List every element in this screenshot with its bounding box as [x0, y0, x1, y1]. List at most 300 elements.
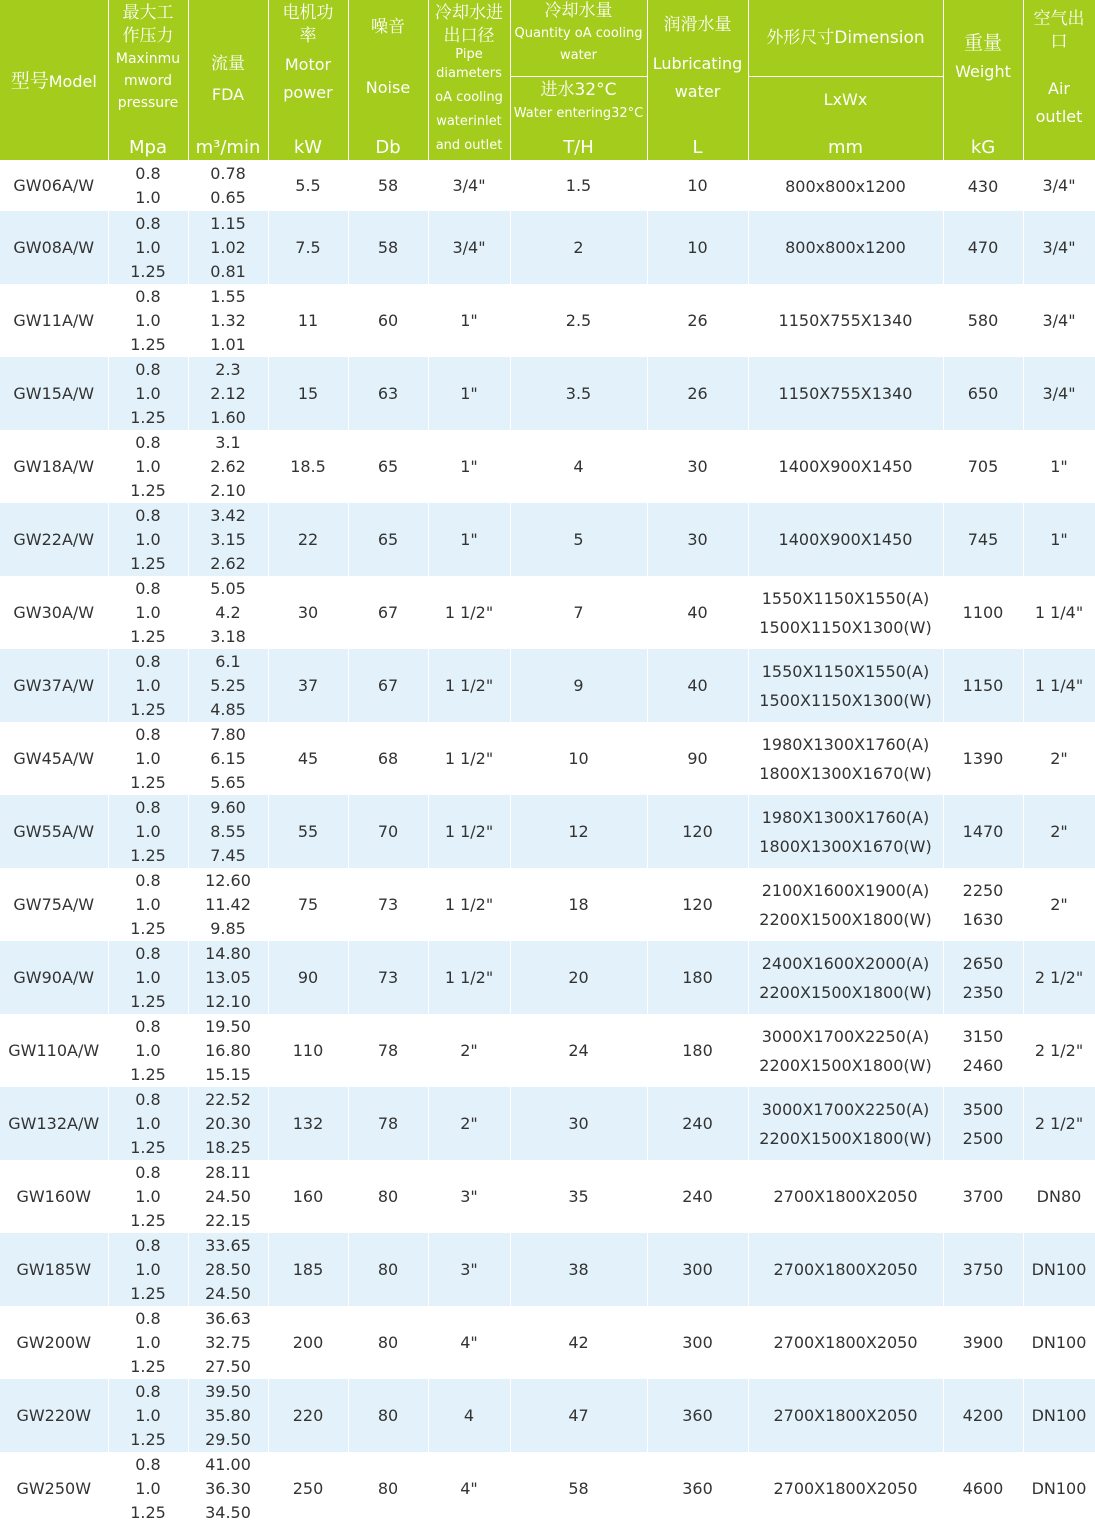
- header-power: 电机功 率 Motor power kW: [268, 0, 348, 161]
- cell-weight-value: 470: [967, 238, 999, 257]
- cell-dimension-value: 2200X1500X1800(W): [759, 1055, 932, 1075]
- cell-weight-value: 745: [967, 530, 999, 549]
- cell-flow-value: 0.78: [210, 164, 246, 183]
- cell-pressure: [108, 357, 188, 430]
- cell-lube: 26: [647, 357, 748, 430]
- cell-flow-value: 9.85: [210, 918, 246, 938]
- cell-cooling: 18: [510, 868, 647, 941]
- cell-pressure-value: 0.8: [135, 1454, 161, 1474]
- cell-flow-stack: [189, 285, 268, 357]
- cell-flow-stack: [189, 212, 268, 284]
- cell-pressure: [108, 161, 188, 212]
- table-row: [0, 649, 1095, 722]
- cell-pressure-stack: [109, 1380, 188, 1452]
- cell-flow: [188, 1452, 268, 1525]
- cell-air-outlet: 1 1/4": [1023, 576, 1095, 649]
- cell-lube: 240: [647, 1160, 748, 1233]
- cell-flow-stack: [189, 1161, 268, 1233]
- cell-pressure-value: 1.0: [135, 1478, 161, 1498]
- cell-pipe: 1 1/2": [428, 722, 510, 795]
- cell-flow-value: 41.00: [205, 1454, 251, 1474]
- cell-weight: [943, 430, 1023, 503]
- table-row: [0, 941, 1095, 1014]
- cell-dimension-stack: [749, 1095, 943, 1153]
- cell-flow-stack: [189, 1015, 268, 1087]
- cell-dimension-value: 1980X1300X1760(A): [761, 734, 930, 754]
- cell-model: GW220W: [0, 1379, 108, 1452]
- table-row: [0, 576, 1095, 649]
- table-row: [0, 357, 1095, 430]
- cell-noise: 65: [348, 430, 428, 503]
- cell-pressure-stack: [109, 869, 188, 941]
- cell-cooling: 1.5: [510, 161, 647, 212]
- cell-model: GW22A/W: [0, 503, 108, 576]
- cell-dimension: [748, 1014, 943, 1087]
- cell-dimension-stack: [749, 730, 943, 788]
- cell-dimension-stack: [749, 379, 943, 408]
- cell-pipe: 1": [428, 430, 510, 503]
- header-dimension: 外形尺寸Dimension LxWx mm: [748, 0, 943, 161]
- table-row: [0, 1160, 1095, 1233]
- cell-cooling: 5: [510, 503, 647, 576]
- cell-dimension-stack: [749, 525, 943, 554]
- cell-dimension: [748, 211, 943, 284]
- table-row: [0, 1452, 1095, 1525]
- cell-air-outlet: 2 1/2": [1023, 941, 1095, 1014]
- cell-weight: [943, 722, 1023, 795]
- cell-weight: [943, 357, 1023, 430]
- cell-dimension: [748, 722, 943, 795]
- cell-model: GW30A/W: [0, 576, 108, 649]
- cell-noise: 63: [348, 357, 428, 430]
- cell-pipe: 1 1/2": [428, 868, 510, 941]
- cell-flow-value: 19.50: [205, 1016, 251, 1036]
- cell-air-outlet: 3/4": [1023, 211, 1095, 284]
- cell-noise: 73: [348, 868, 428, 941]
- cell-pressure-value: 1.0: [135, 602, 161, 622]
- cell-pressure: [108, 1087, 188, 1160]
- cell-pressure: [108, 284, 188, 357]
- cell-weight: [943, 1087, 1023, 1160]
- cell-dimension-stack: [749, 233, 943, 262]
- cell-lube: 10: [647, 211, 748, 284]
- cell-noise: 58: [348, 161, 428, 212]
- cell-pressure-value: 1.0: [135, 1259, 161, 1279]
- cell-noise: 80: [348, 1306, 428, 1379]
- cell-lube: 180: [647, 1014, 748, 1087]
- cell-dimension-value: 1550X1150X1550(A): [761, 588, 930, 608]
- cell-dimension: [748, 1087, 943, 1160]
- cell-pressure: [108, 795, 188, 868]
- cell-flow: [188, 284, 268, 357]
- cell-pressure-value: 1.25: [130, 1502, 166, 1522]
- cell-weight-value: 4200: [962, 1406, 1004, 1425]
- cell-flow: [188, 161, 268, 212]
- cell-flow-value: 35.80: [205, 1405, 251, 1425]
- cell-flow-stack: [189, 942, 268, 1014]
- cell-model: GW18A/W: [0, 430, 108, 503]
- cell-lube: 300: [647, 1233, 748, 1306]
- cell-pressure-value: 0.8: [135, 164, 161, 183]
- table-row: [0, 722, 1095, 795]
- cell-cooling: 42: [510, 1306, 647, 1379]
- cell-flow-value: 1.01: [210, 334, 246, 354]
- cell-weight-value: 2350: [962, 982, 1004, 1002]
- cell-weight-stack: [944, 1095, 1023, 1153]
- cell-pipe: 3": [428, 1233, 510, 1306]
- cell-flow-value: 3.42: [210, 505, 246, 525]
- cell-dimension-value: 1400X900X1450: [778, 457, 913, 476]
- cell-noise: 80: [348, 1233, 428, 1306]
- cell-flow-value: 12.60: [205, 870, 251, 890]
- cell-weight-value: 3150: [962, 1026, 1004, 1046]
- cell-dimension: [748, 1233, 943, 1306]
- cell-power: 90: [268, 941, 348, 1014]
- cell-pressure-value: 1.25: [130, 772, 166, 792]
- cell-power: 110: [268, 1014, 348, 1087]
- cell-pipe: 4: [428, 1379, 510, 1452]
- cell-lube: 26: [647, 284, 748, 357]
- cell-flow-stack: [189, 1307, 268, 1379]
- cell-flow: [188, 576, 268, 649]
- cell-pressure: [108, 649, 188, 722]
- table-row: [0, 284, 1095, 357]
- cell-flow-value: 11.42: [205, 894, 251, 914]
- cell-flow: [188, 1379, 268, 1452]
- cell-dimension-stack: [749, 1182, 943, 1211]
- cell-weight-stack: [944, 1401, 1023, 1430]
- cell-cooling: 58: [510, 1452, 647, 1525]
- cell-pressure-value: 0.8: [135, 1235, 161, 1255]
- cell-dimension-stack: [749, 1474, 943, 1503]
- cell-lube: 120: [647, 795, 748, 868]
- cell-power: 132: [268, 1087, 348, 1160]
- cell-cooling: 38: [510, 1233, 647, 1306]
- cell-power: 55: [268, 795, 348, 868]
- cell-pressure-stack: [109, 431, 188, 503]
- cell-pressure-value: 1.0: [135, 1040, 161, 1060]
- header-weight: 重量 Weight kG: [943, 0, 1023, 161]
- cell-flow-value: 1.55: [210, 286, 246, 306]
- cell-power: 15: [268, 357, 348, 430]
- cell-pipe: 4": [428, 1452, 510, 1525]
- cell-dimension: [748, 503, 943, 576]
- cell-weight-value: 705: [967, 457, 999, 476]
- cell-weight: [943, 1233, 1023, 1306]
- cell-pressure-value: 1.25: [130, 918, 166, 938]
- cell-dimension-value: 2200X1500X1800(W): [759, 909, 932, 929]
- cell-flow-value: 27.50: [205, 1356, 251, 1376]
- cell-pressure-stack: [109, 1161, 188, 1233]
- cell-pressure: [108, 503, 188, 576]
- cell-dimension: [748, 649, 943, 722]
- cell-air-outlet: DN80: [1023, 1160, 1095, 1233]
- cell-dimension-stack: [749, 876, 943, 934]
- cell-cooling: 10: [510, 722, 647, 795]
- cell-flow-value: 36.30: [205, 1478, 251, 1498]
- cell-weight-value: 2250: [962, 880, 1004, 900]
- cell-model: GW06A/W: [0, 161, 108, 212]
- cell-pressure-value: 1.25: [130, 1283, 166, 1303]
- cell-pressure-value: 1.25: [130, 1137, 166, 1157]
- cell-dimension-stack: [749, 803, 943, 861]
- cell-weight-stack: [944, 172, 1023, 201]
- cell-weight-value: 650: [967, 384, 999, 403]
- cell-dimension-value: 3000X1700X2250(A): [761, 1026, 930, 1046]
- cell-flow-value: 2.10: [210, 480, 246, 500]
- cell-pipe: 1 1/2": [428, 649, 510, 722]
- cell-flow-value: 20.30: [205, 1113, 251, 1133]
- cell-cooling: 9: [510, 649, 647, 722]
- cell-pipe: 2": [428, 1087, 510, 1160]
- cell-weight-value: 2500: [962, 1128, 1004, 1148]
- cell-pressure-stack: [109, 162, 188, 210]
- cell-flow: [188, 1087, 268, 1160]
- cell-flow-value: 28.50: [205, 1259, 251, 1279]
- cell-flow-value: 0.81: [210, 261, 246, 281]
- cell-pressure-value: 1.25: [130, 1064, 166, 1084]
- cell-power: 11: [268, 284, 348, 357]
- cell-air-outlet: 2 1/2": [1023, 1087, 1095, 1160]
- cell-weight: [943, 1160, 1023, 1233]
- cell-pressure-stack: [109, 577, 188, 649]
- cell-dimension-value: 3000X1700X2250(A): [761, 1099, 930, 1119]
- cell-cooling: 30: [510, 1087, 647, 1160]
- cell-pressure-stack: [109, 212, 188, 284]
- cell-pipe: 3": [428, 1160, 510, 1233]
- cell-lube: 360: [647, 1452, 748, 1525]
- cell-pressure-value: 1.25: [130, 1210, 166, 1230]
- cell-weight: [943, 284, 1023, 357]
- cell-weight-stack: [944, 379, 1023, 408]
- cell-pressure: [108, 1233, 188, 1306]
- table-row: [0, 1379, 1095, 1452]
- cell-model: GW132A/W: [0, 1087, 108, 1160]
- cell-flow-value: 14.80: [205, 943, 251, 963]
- cell-flow: [188, 357, 268, 430]
- cell-flow: [188, 868, 268, 941]
- cell-flow: [188, 941, 268, 1014]
- cell-pressure: [108, 1452, 188, 1525]
- cell-pressure-stack: [109, 1088, 188, 1160]
- cell-lube: 30: [647, 503, 748, 576]
- cell-pressure-value: 1.25: [130, 407, 166, 427]
- cell-power: 160: [268, 1160, 348, 1233]
- cell-air-outlet: 1": [1023, 503, 1095, 576]
- cell-noise: 60: [348, 284, 428, 357]
- cell-weight: [943, 941, 1023, 1014]
- cell-flow-value: 15.15: [205, 1064, 251, 1084]
- cell-pressure-value: 0.8: [135, 797, 161, 817]
- cell-pressure-value: 1.0: [135, 675, 161, 695]
- cell-weight-value: 2460: [962, 1055, 1004, 1075]
- cell-pressure-value: 0.8: [135, 359, 161, 379]
- cell-weight-value: 580: [967, 311, 999, 330]
- cell-dimension-stack: [749, 1328, 943, 1357]
- cell-dimension-value: 800x800x1200: [785, 176, 906, 196]
- cell-flow-value: 2.62: [210, 553, 246, 573]
- cell-power: 45: [268, 722, 348, 795]
- cell-air-outlet: 2": [1023, 722, 1095, 795]
- cell-flow: [188, 1014, 268, 1087]
- cell-weight-stack: [944, 817, 1023, 846]
- cell-air-outlet: 1": [1023, 430, 1095, 503]
- cell-pressure-value: 0.8: [135, 286, 161, 306]
- cell-cooling: 2.5: [510, 284, 647, 357]
- cell-air-outlet: DN100: [1023, 1306, 1095, 1379]
- cell-pressure-value: 1.0: [135, 1113, 161, 1133]
- cell-dimension-value: 1500X1150X1300(W): [759, 690, 932, 710]
- cell-dimension-value: 800x800x1200: [785, 238, 906, 257]
- cell-pipe: 1": [428, 284, 510, 357]
- cell-weight: [943, 795, 1023, 868]
- cell-dimension-stack: [749, 1022, 943, 1080]
- cell-flow-stack: [189, 1453, 268, 1525]
- cell-pressure-value: 1.25: [130, 699, 166, 719]
- cell-dimension: [748, 357, 943, 430]
- cell-noise: 73: [348, 941, 428, 1014]
- cell-noise: 80: [348, 1452, 428, 1525]
- cell-pressure-value: 0.8: [135, 505, 161, 525]
- header-cooling: 冷却水量 Quantity oA cooling water 进水32°C Water entering32°C T/H: [510, 0, 647, 161]
- header-model: 型号Model: [0, 0, 108, 161]
- cell-noise: 67: [348, 576, 428, 649]
- cell-weight-stack: [944, 233, 1023, 262]
- cell-flow-value: 12.10: [205, 991, 251, 1011]
- cell-dimension-value: 1550X1150X1550(A): [761, 661, 930, 681]
- cell-dimension: [748, 795, 943, 868]
- cell-power: 5.5: [268, 161, 348, 212]
- cell-weight-stack: [944, 1022, 1023, 1080]
- cell-pressure-value: 1.0: [135, 821, 161, 841]
- cell-weight-stack: [944, 525, 1023, 554]
- cell-dimension-stack: [749, 306, 943, 335]
- cell-pressure-value: 1.25: [130, 991, 166, 1011]
- cell-pressure-value: 0.8: [135, 1016, 161, 1036]
- cell-pipe: 3/4": [428, 161, 510, 212]
- cell-flow: [188, 1306, 268, 1379]
- cell-pressure-value: 1.0: [135, 748, 161, 768]
- cell-air-outlet: DN100: [1023, 1379, 1095, 1452]
- cell-dimension-stack: [749, 657, 943, 715]
- cell-weight: [943, 1452, 1023, 1525]
- cell-lube: 30: [647, 430, 748, 503]
- cell-dimension-value: 1150X755X1340: [778, 384, 913, 403]
- cell-weight-value: 1100: [962, 603, 1004, 622]
- header-noise: 噪音 Noise Db: [348, 0, 428, 161]
- cell-dimension-stack: [749, 172, 943, 201]
- cell-dimension-stack: [749, 1401, 943, 1430]
- cell-flow-value: 6.1: [215, 651, 241, 671]
- cell-dimension-value: 1150X755X1340: [778, 311, 913, 330]
- header-flow: 流量 FDA m³/min: [188, 0, 268, 161]
- cell-dimension-stack: [749, 949, 943, 1007]
- cell-weight-stack: [944, 452, 1023, 481]
- cell-pressure-value: 1.25: [130, 480, 166, 500]
- cell-lube: 240: [647, 1087, 748, 1160]
- cell-pressure-value: 1.0: [135, 967, 161, 987]
- cell-pressure-value: 1.25: [130, 334, 166, 354]
- cell-dimension-stack: [749, 1255, 943, 1284]
- cell-air-outlet: 1 1/4": [1023, 649, 1095, 722]
- cell-weight: [943, 1306, 1023, 1379]
- cell-noise: 65: [348, 503, 428, 576]
- cell-flow-value: 7.80: [210, 724, 246, 744]
- cell-pipe: 3/4": [428, 211, 510, 284]
- cell-weight-stack: [944, 671, 1023, 700]
- cell-model: GW15A/W: [0, 357, 108, 430]
- cell-cooling: 35: [510, 1160, 647, 1233]
- cell-lube: 40: [647, 576, 748, 649]
- cell-flow-value: 28.11: [205, 1162, 251, 1182]
- cell-weight-stack: [944, 876, 1023, 934]
- cell-flow-stack: [189, 869, 268, 941]
- cell-dimension: [748, 1306, 943, 1379]
- cell-lube: 300: [647, 1306, 748, 1379]
- cell-model: GW45A/W: [0, 722, 108, 795]
- cell-noise: 58: [348, 211, 428, 284]
- cell-air-outlet: DN100: [1023, 1452, 1095, 1525]
- cell-dimension-value: 1800X1300X1670(W): [759, 836, 932, 856]
- cell-flow-value: 0.65: [210, 188, 246, 207]
- cell-noise: 78: [348, 1014, 428, 1087]
- cell-pressure-value: 1.25: [130, 845, 166, 865]
- cell-dimension-value: 2400X1600X2000(A): [761, 953, 930, 973]
- cell-weight: [943, 211, 1023, 284]
- cell-flow: [188, 503, 268, 576]
- header-pressure: 最大工 作压力 Maxinmu mword pressure Mpa: [108, 0, 188, 161]
- table-body: [0, 161, 1095, 1526]
- cell-cooling: 4: [510, 430, 647, 503]
- cell-pressure-value: 0.8: [135, 724, 161, 744]
- cell-flow-value: 3.18: [210, 626, 246, 646]
- cell-noise: 68: [348, 722, 428, 795]
- cell-pressure: [108, 1014, 188, 1087]
- cell-flow-value: 6.15: [210, 748, 246, 768]
- cell-pressure: [108, 722, 188, 795]
- cell-weight-value: 3900: [962, 1333, 1004, 1352]
- cell-flow-value: 3.1: [215, 432, 241, 452]
- cell-pressure-value: 1.25: [130, 261, 166, 281]
- cell-pressure-value: 1.0: [135, 1186, 161, 1206]
- header-lube: 润滑水量 Lubricating water L: [647, 0, 748, 161]
- cell-flow-stack: [189, 358, 268, 430]
- cell-flow-value: 32.75: [205, 1332, 251, 1352]
- cell-pressure: [108, 430, 188, 503]
- cell-air-outlet: 2 1/2": [1023, 1014, 1095, 1087]
- cell-weight-value: 3500: [962, 1099, 1004, 1119]
- cell-flow-stack: [189, 650, 268, 722]
- cell-weight-value: 3750: [962, 1260, 1004, 1279]
- cell-pressure-value: 1.0: [135, 456, 161, 476]
- cell-pressure: [108, 576, 188, 649]
- cell-flow-value: 16.80: [205, 1040, 251, 1060]
- cell-flow-value: 2.12: [210, 383, 246, 403]
- cell-flow-stack: [189, 796, 268, 868]
- cell-model: GW75A/W: [0, 868, 108, 941]
- cell-dimension-value: 2200X1500X1800(W): [759, 982, 932, 1002]
- cell-lube: 360: [647, 1379, 748, 1452]
- cell-noise: 67: [348, 649, 428, 722]
- cell-weight-value: 1630: [962, 909, 1004, 929]
- cell-lube: 90: [647, 722, 748, 795]
- cell-dimension: [748, 941, 943, 1014]
- table-row: [0, 503, 1095, 576]
- cell-pressure-value: 0.8: [135, 1089, 161, 1109]
- cell-power: 22: [268, 503, 348, 576]
- cell-model: GW90A/W: [0, 941, 108, 1014]
- table-row: [0, 795, 1095, 868]
